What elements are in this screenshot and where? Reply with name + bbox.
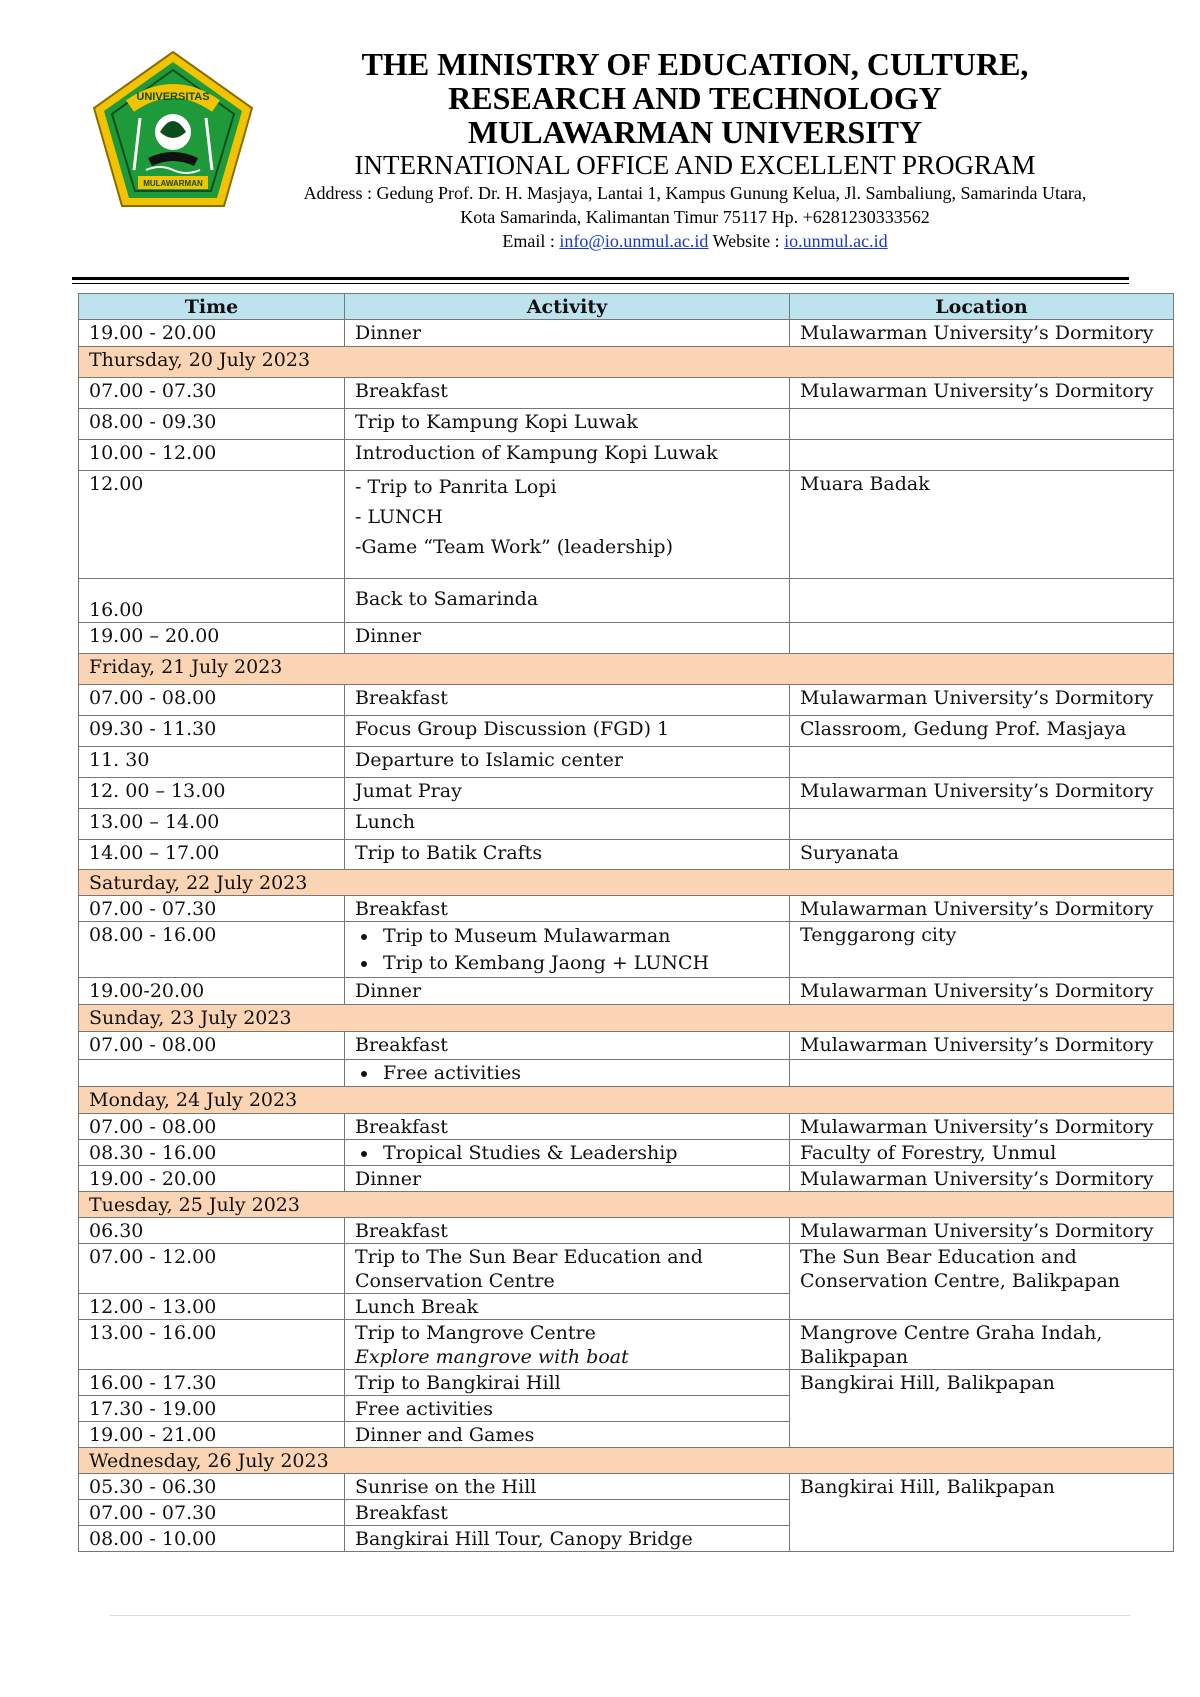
time-cell: 16.00	[79, 579, 345, 623]
table-row	[79, 378, 1174, 409]
activity-bullet-item: • Trip to Museum Mulawarman	[379, 923, 779, 950]
time-cell: 19.00 - 20.00	[79, 1166, 345, 1192]
email-label: Email :	[502, 231, 560, 251]
activity-cell: Focus Group Discussion (FGD) 1	[345, 716, 790, 747]
activity-bullet-list	[355, 1061, 779, 1085]
header-ministry-line2: RESEARCH AND TECHNOLOGY	[448, 80, 942, 116]
activity-line: -Game “Team Work” (leadership)	[355, 536, 673, 558]
activity-cell: Dinner	[345, 320, 790, 347]
location-cell	[790, 579, 1174, 623]
activity-cell: Lunch	[345, 809, 790, 840]
time-cell: 12.00 - 13.00	[79, 1294, 345, 1320]
table-row	[79, 840, 1174, 870]
location-cell: Mulawarman University’s Dormitory	[790, 1166, 1174, 1192]
activity-cell: Breakfast	[345, 685, 790, 716]
location-cell: Mulawarman University’s Dormitory	[790, 1114, 1174, 1140]
day-label: Sunday, 23 July 2023	[79, 1005, 1174, 1032]
table-row	[79, 1320, 1174, 1370]
time-cell: 16.00 - 17.30	[79, 1370, 345, 1396]
table-row	[79, 1140, 1174, 1166]
activity-bullet-item: • Free activities	[379, 1061, 779, 1085]
activity-cell: Breakfast	[345, 896, 790, 922]
time-cell: 08.30 - 16.00	[79, 1140, 345, 1166]
time-cell: 08.00 - 09.30	[79, 409, 345, 440]
activity-cell: Jumat Pray	[345, 778, 790, 809]
activity-cell: Back to Samarinda	[345, 579, 790, 623]
time-cell: 19.00-20.00	[79, 978, 345, 1005]
table-row	[79, 747, 1174, 778]
activity-cell: Introduction of Kampung Kopi Luwak	[345, 440, 790, 471]
day-header-row	[79, 1087, 1174, 1114]
activity-cell: Dinner and Games	[345, 1422, 790, 1448]
activity-line: - Trip to Panrita Lopi	[355, 476, 557, 498]
time-cell: 19.00 - 21.00	[79, 1422, 345, 1448]
location-cell: Classroom, Gedung Prof. Masjaya	[790, 716, 1174, 747]
day-header-row	[79, 347, 1174, 378]
column-header-location: Location	[790, 294, 1174, 320]
time-cell: 09.30 - 11.30	[79, 716, 345, 747]
activity-cell: Lunch Break	[345, 1294, 790, 1320]
header-address-line1: Address : Gedung Prof. Dr. H. Masjaya, Lantai 1, Kampus Gunung Kelua, Jl. Sambaliung, Samarinda Utara,	[303, 183, 1087, 203]
table-row	[79, 1474, 1174, 1500]
header-contact-line	[245, 230, 1145, 253]
location-cell: Mulawarman University’s Dormitory	[790, 778, 1174, 809]
activity-cell: Trip to Batik Crafts	[345, 840, 790, 870]
table-row	[79, 922, 1174, 978]
activity-cell: Breakfast	[345, 378, 790, 409]
location-line: The Sun Bear Education and	[800, 1246, 1077, 1268]
table-row	[79, 809, 1174, 840]
time-cell: 07.00 - 08.00	[79, 1114, 345, 1140]
table-row	[79, 685, 1174, 716]
location-cell: Mulawarman University’s Dormitory	[790, 378, 1174, 409]
location-cell: Faculty of Forestry, Unmul	[790, 1140, 1174, 1166]
table-row	[79, 896, 1174, 922]
table-row	[79, 1060, 1174, 1087]
table-row	[79, 440, 1174, 471]
activity-cell: Breakfast	[345, 1032, 790, 1060]
table-header-row	[79, 294, 1174, 320]
time-cell: 13.00 – 14.00	[79, 809, 345, 840]
location-cell	[790, 747, 1174, 778]
email-link[interactable]: info@io.unmul.ac.id	[559, 231, 709, 251]
activity-bullet-list	[355, 923, 779, 977]
table-row	[79, 978, 1174, 1005]
activity-cell	[345, 1060, 790, 1087]
table-row	[79, 1370, 1174, 1396]
header-address-line2: Kota Samarinda, Kalimantan Timur 75117 Hp. +6281230333562	[460, 207, 930, 227]
activity-cell: Free activities	[345, 1396, 790, 1422]
time-cell: 11. 30	[79, 747, 345, 778]
table-row	[79, 623, 1174, 654]
university-seal-icon	[90, 48, 256, 214]
day-label: Tuesday, 25 July 2023	[79, 1192, 1174, 1218]
activity-bullet-item: • Trip to Kembang Jaong + LUNCH	[379, 950, 779, 977]
header-office-name: INTERNATIONAL OFFICE AND EXCELLENT PROGRAM	[354, 150, 1036, 180]
day-label: Monday, 24 July 2023	[79, 1087, 1174, 1114]
location-cell: Mulawarman University’s Dormitory	[790, 978, 1174, 1005]
header-university-name: MULAWARMAN UNIVERSITY	[467, 114, 923, 150]
location-cell: Suryanata	[790, 840, 1174, 870]
activity-line: Trip to Mangrove Centre	[355, 1322, 596, 1344]
time-cell: 07.00 - 08.00	[79, 685, 345, 716]
location-cell	[790, 809, 1174, 840]
website-label: Website :	[708, 231, 785, 251]
activity-cell	[345, 922, 790, 978]
table-row	[79, 716, 1174, 747]
day-header-row	[79, 1192, 1174, 1218]
time-cell: 05.30 - 06.30	[79, 1474, 345, 1500]
day-label: Wednesday, 26 July 2023	[79, 1448, 1174, 1474]
time-cell: 17.30 - 19.00	[79, 1396, 345, 1422]
header-divider-thick	[72, 277, 1129, 280]
location-line: Conservation Centre, Balikpapan	[800, 1270, 1121, 1292]
location-line: Balikpapan	[800, 1346, 909, 1368]
table-row	[79, 1114, 1174, 1140]
activity-cell: Trip to Kampung Kopi Luwak	[345, 409, 790, 440]
table-row	[79, 1032, 1174, 1060]
time-cell: 06.30	[79, 1218, 345, 1244]
time-cell: 13.00 - 16.00	[79, 1320, 345, 1370]
location-cell: Mulawarman University’s Dormitory	[790, 1218, 1174, 1244]
location-cell	[790, 1320, 1174, 1370]
activity-line: Conservation Centre	[355, 1270, 555, 1292]
location-cell: Bangkirai Hill, Balikpapan	[790, 1370, 1174, 1448]
activity-cell: Dinner	[345, 1166, 790, 1192]
location-cell: Bangkirai Hill, Balikpapan	[790, 1474, 1174, 1552]
day-label: Thursday, 20 July 2023	[79, 347, 1174, 378]
seal-bottom-text: MULAWARMAN	[143, 179, 203, 188]
website-link[interactable]: io.unmul.ac.id	[784, 231, 888, 251]
day-label: Friday, 21 July 2023	[79, 654, 1174, 685]
time-cell: 19.00 – 20.00	[79, 623, 345, 654]
time-cell: 08.00 - 10.00	[79, 1526, 345, 1552]
header-divider-thin	[72, 283, 1129, 284]
column-header-time: Time	[79, 294, 345, 320]
time-cell: 07.00 - 07.30	[79, 378, 345, 409]
time-cell: 10.00 - 12.00	[79, 440, 345, 471]
location-line: Mangrove Centre Graha Indah,	[800, 1322, 1103, 1344]
activity-cell	[345, 1244, 790, 1294]
location-cell: Mulawarman University’s Dormitory	[790, 685, 1174, 716]
location-cell: Mulawarman University’s Dormitory	[790, 896, 1174, 922]
day-label: Saturday, 22 July 2023	[79, 870, 1174, 896]
time-cell: 07.00 - 07.30	[79, 1500, 345, 1526]
time-cell: 07.00 - 12.00	[79, 1244, 345, 1294]
day-header-row	[79, 654, 1174, 685]
time-cell: 12.00	[79, 471, 345, 579]
activity-cell: Breakfast	[345, 1218, 790, 1244]
time-cell: 07.00 - 08.00	[79, 1032, 345, 1060]
activity-cell: Trip to Bangkirai Hill	[345, 1370, 790, 1396]
activity-cell: Dinner	[345, 978, 790, 1005]
table-row	[79, 320, 1174, 347]
time-cell: 14.00 – 17.00	[79, 840, 345, 870]
page-footer-divider	[110, 1615, 1130, 1616]
table-row	[79, 1166, 1174, 1192]
activity-cell	[345, 1140, 790, 1166]
location-cell: Muara Badak	[790, 471, 1174, 579]
table-row	[79, 471, 1174, 579]
activity-cell: Sunrise on the Hill	[345, 1474, 790, 1500]
activity-bullet-list	[355, 1141, 779, 1165]
day-header-row	[79, 1005, 1174, 1032]
location-cell: Mulawarman University’s Dormitory	[790, 1032, 1174, 1060]
activity-cell: Bangkirai Hill Tour, Canopy Bridge	[345, 1526, 790, 1552]
time-cell: 12. 00 – 13.00	[79, 778, 345, 809]
table-row	[79, 1218, 1174, 1244]
seal-top-text: UNIVERSITAS	[136, 91, 210, 103]
table-row	[79, 1244, 1174, 1294]
header-ministry-line1: THE MINISTRY OF EDUCATION, CULTURE,	[361, 46, 1029, 82]
location-cell: Tenggarong city	[790, 922, 1174, 978]
activity-line: Trip to The Sun Bear Education and	[355, 1246, 703, 1268]
time-cell: 07.00 - 07.30	[79, 896, 345, 922]
table-row	[79, 579, 1174, 623]
table-row	[79, 409, 1174, 440]
day-header-row	[79, 870, 1174, 896]
activity-bullet-item: • Tropical Studies & Leadership	[379, 1141, 779, 1165]
activity-cell	[345, 1320, 790, 1370]
activity-cell: Breakfast	[345, 1500, 790, 1526]
time-cell	[79, 1060, 345, 1087]
location-cell	[790, 409, 1174, 440]
location-cell: Mulawarman University’s Dormitory	[790, 320, 1174, 347]
table-row	[79, 778, 1174, 809]
activity-cell: Breakfast	[345, 1114, 790, 1140]
activity-cell	[345, 471, 790, 579]
time-cell: 08.00 - 16.00	[79, 922, 345, 978]
time-cell: 19.00 - 20.00	[79, 320, 345, 347]
activity-note: Explore mangrove with boat	[355, 1346, 629, 1368]
activity-line: - LUNCH	[355, 506, 443, 528]
location-cell	[790, 1060, 1174, 1087]
schedule-table	[78, 293, 1174, 1552]
location-cell	[790, 1244, 1174, 1320]
activity-cell: Dinner	[345, 623, 790, 654]
activity-cell: Departure to Islamic center	[345, 747, 790, 778]
day-header-row	[79, 1448, 1174, 1474]
location-cell	[790, 623, 1174, 654]
column-header-activity: Activity	[345, 294, 790, 320]
location-cell	[790, 440, 1174, 471]
